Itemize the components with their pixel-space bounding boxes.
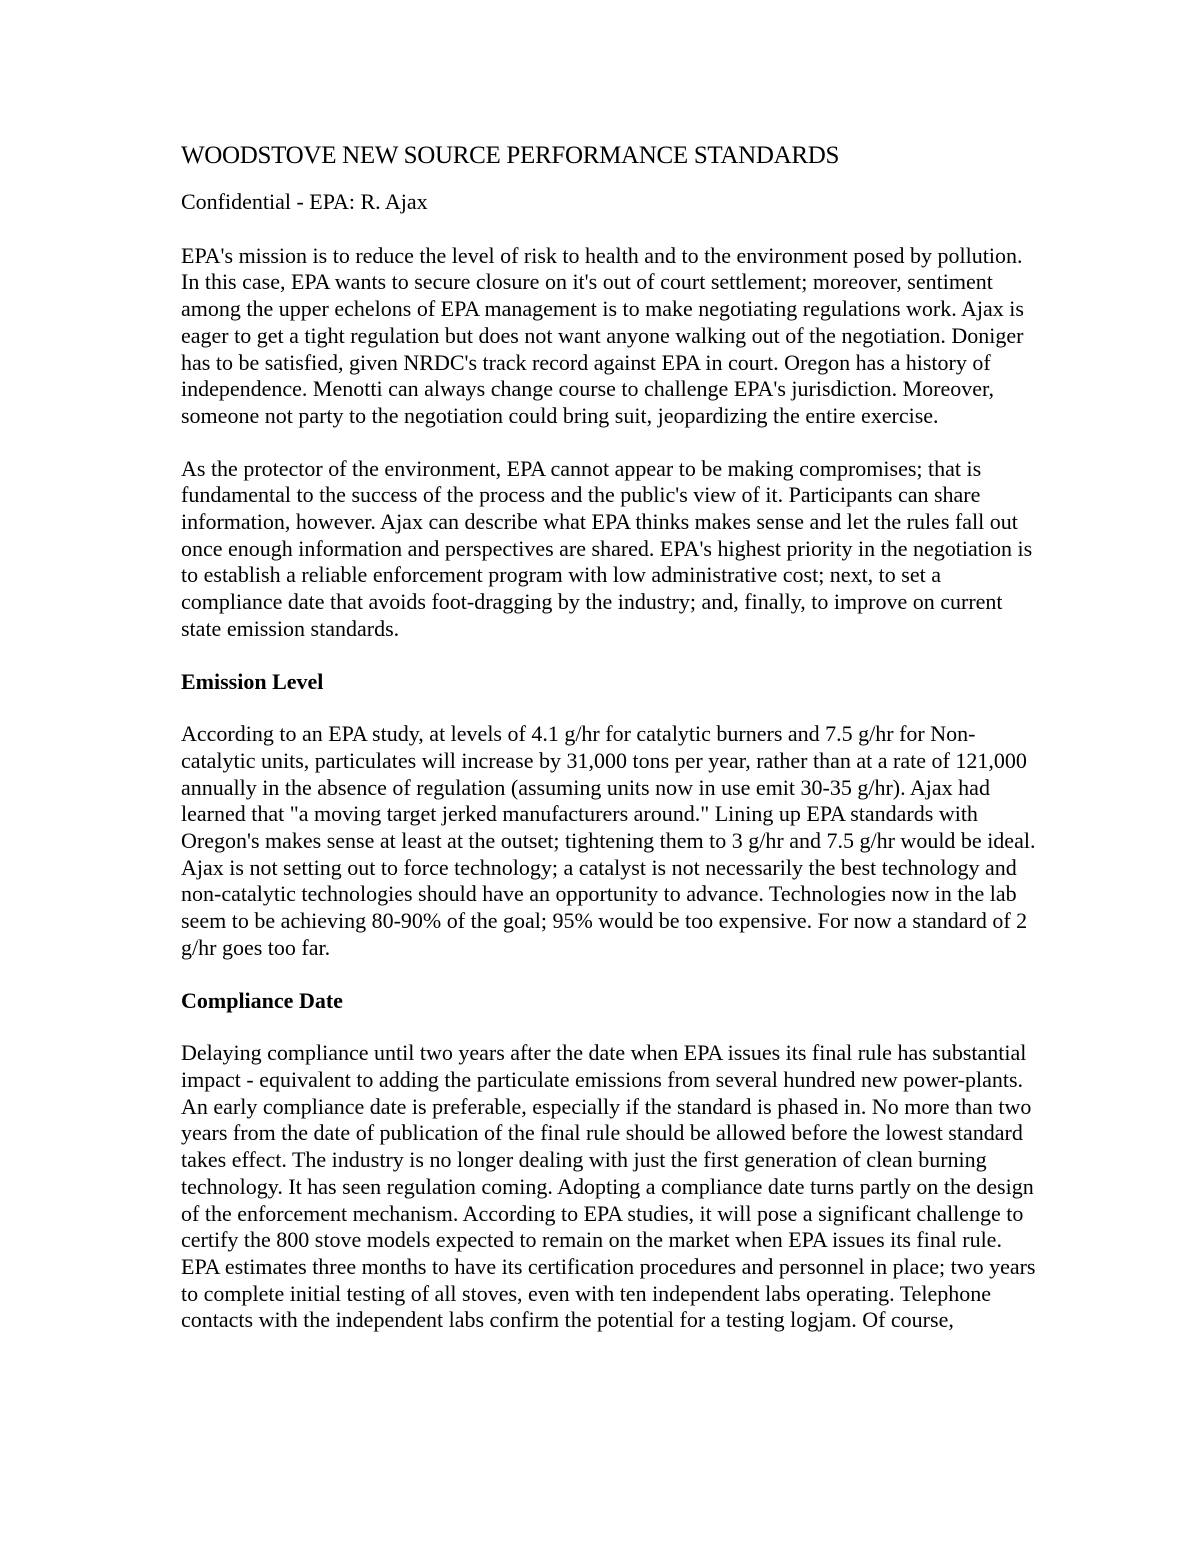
section-text-compliance-date: Delaying compliance until two years after the date when EPA issues its final rule has substantial impact - equivalent to adding the particulate emissions from several hundred new power-plants. An early compliance date is preferable, especially if the standard is phased in. No more than two years from the date of publication of the final rule should be allowed before the lowest standard takes effect. The industry is no longer dealing with just the first generation of clean burning technology. It has seen regulation coming. Adopting a compliance date turns partly on the design of the enforcement mechanism. According to EPA studies, it will pose a significant challenge to certify the 800 stove models expected to remain on the market when EPA issues its final rule. EPA estimates three months to have its certification procedures and personnel in place; two years to complete initial testing of all stoves, even with ten independent labs operating. Telephone contacts with the independent labs confirm the potential for a testing logjam. Of course,	[181, 1040, 1036, 1333]
document-page	[181, 140, 1041, 1360]
document-title: WOODSTOVE NEW SOURCE PERFORMANCE STANDARDS	[181, 142, 840, 169]
intro-paragraph-mission: EPA's mission is to reduce the level of risk to health and to the environment posed by pollution. In this case, EPA wants to secure closure on it's out of court settlement; moreover, sentiment among the upper echelons of EPA management is to make negotiating regulations work. Ajax is eager to get a tight regulation but does not want anyone walking out of the negotiation. Doniger has to be satisfied, given NRDC's track record against EPA in court. Oregon has a history of independence. Menotti can always change course to challenge EPA's jurisdiction. Moreover, someone not party to the negotiation could bring suit, jeopardizing the entire exercise.	[181, 242, 1024, 428]
document-subtitle: Confidential - EPA: R. Ajax	[181, 189, 428, 214]
section-heading-compliance-date: Compliance Date	[181, 987, 343, 1013]
section-text-emission-level: According to an EPA study, at levels of 4.1 g/hr for catalytic burners and 7.5 g/hr for Non-catalytic units, particulates will increase by 31,000 tons per year, rather than at a rate of 121,000 annually in the absence of regulation (assuming units now in use emit 30-35 g/hr). Ajax had learned that "a moving target jerked manufacturers around." Lining up EPA standards with Oregon's makes sense at least at the outset; tightening them to 3 g/hr and 7.5 g/hr would be ideal. Ajax is not setting out to force technology; a catalyst is not necessarily the best technology and non-catalytic technologies should have an opportunity to advance. Technologies now in the lab seem to be achieving 80-90% of the goal; 95% would be too expensive. For now a standard of 2 g/hr goes too far.	[181, 721, 1036, 960]
section-heading-emission-level: Emission Level	[181, 668, 324, 694]
intro-paragraph-priorities: As the protector of the environment, EPA cannot appear to be making compromises; that is fundamental to the success of the process and the public's view of it. Participants can share information, however. Ajax can describe what EPA thinks makes sense and let the rules fall out once enough information and perspectives are shared. EPA's highest priority in the negotiation is to establish a reliable enforcement program with low administrative cost; next, to set a compliance date that avoids foot-dragging by the industry; and, finally, to improve on current state emission standards.	[181, 455, 1033, 641]
